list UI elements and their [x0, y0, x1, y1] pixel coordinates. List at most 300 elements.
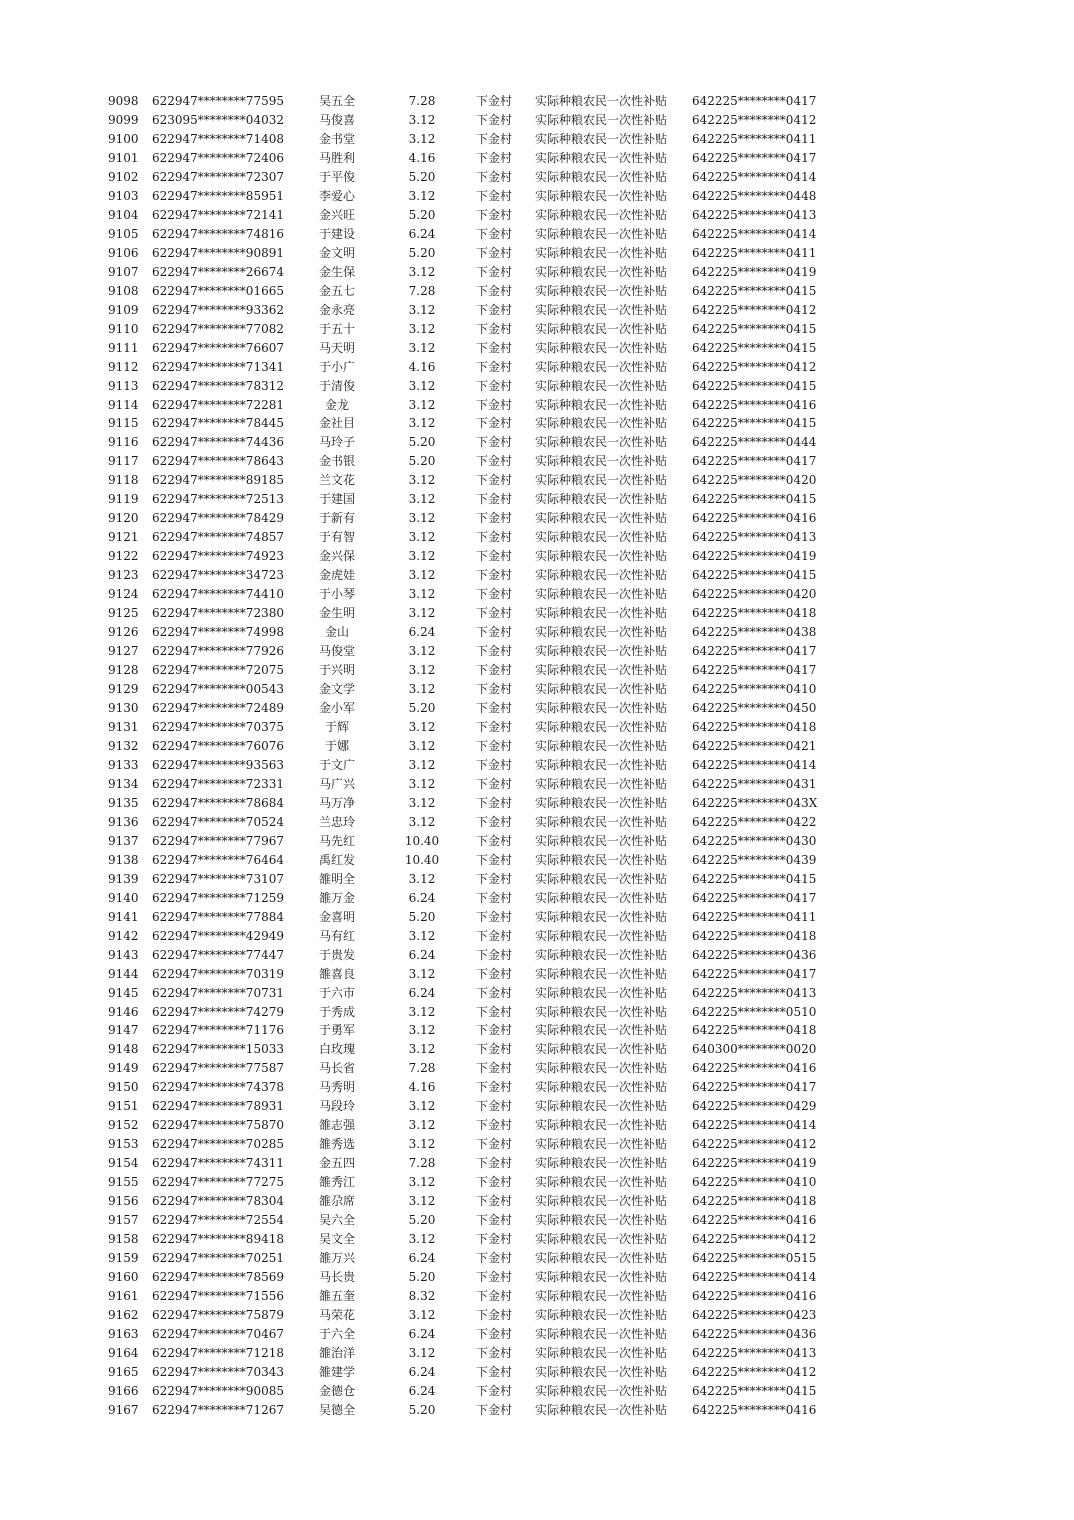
row-number: 9113: [108, 378, 139, 393]
village-name: 下金村: [476, 871, 513, 886]
farmer-name: 金永亮: [318, 302, 355, 317]
farmer-name: 于勇军: [318, 1023, 355, 1038]
table-row: [0, 396, 1074, 415]
bank-card-number: 622947********01665: [152, 283, 284, 298]
subsidy-amount: 3.12: [408, 587, 436, 602]
farmer-name: 金书银: [318, 454, 355, 469]
village-name: 下金村: [476, 890, 513, 905]
subsidy-amount: 6.24: [408, 947, 436, 962]
id-number: 642225********0412: [692, 1364, 817, 1379]
subsidy-amount: 3.12: [408, 321, 436, 336]
table-row: [0, 813, 1074, 832]
id-number: 642225********0448: [692, 188, 817, 203]
subsidy-amount: 3.12: [408, 795, 436, 810]
id-number: 642225********0417: [692, 454, 817, 469]
row-number: 9150: [108, 1080, 139, 1095]
village-name: 下金村: [476, 909, 513, 924]
village-name: 下金村: [476, 1308, 513, 1322]
farmer-name: 雒建学: [318, 1364, 355, 1379]
row-number: 9143: [108, 947, 139, 962]
village-name: 下金村: [476, 928, 513, 943]
row-number: 9145: [108, 985, 139, 1000]
village-name: 下金村: [476, 245, 513, 260]
id-number: 642225********0412: [692, 359, 817, 374]
subsidy-type: 实际种粮农民一次性补贴: [535, 207, 668, 222]
bank-card-number: 622947********77447: [152, 947, 284, 962]
row-number: 9123: [108, 568, 139, 583]
subsidy-type: 实际种粮农民一次性补贴: [535, 1156, 668, 1171]
bank-card-number: 622947********70524: [152, 814, 284, 829]
village-name: 下金村: [476, 1364, 513, 1379]
row-number: 9109: [108, 302, 139, 317]
village-name: 下金村: [476, 511, 513, 526]
id-number: 642225********0414: [692, 1270, 817, 1285]
row-number: 9136: [108, 814, 139, 829]
subsidy-type: 实际种粮农民一次性补贴: [535, 1251, 668, 1266]
village-name: 下金村: [476, 947, 513, 962]
id-number: 642225********0418: [692, 719, 817, 734]
row-number: 9148: [108, 1042, 139, 1057]
table-row: [0, 225, 1074, 244]
subsidy-amount: 3.12: [408, 568, 436, 583]
village-name: 下金村: [476, 738, 513, 753]
row-number: 9116: [108, 435, 139, 450]
table-row: [0, 1287, 1074, 1306]
table-row: [0, 452, 1074, 471]
farmer-name: 金生保: [318, 264, 355, 279]
table-row: [0, 1116, 1074, 1135]
row-number: 9146: [108, 1004, 139, 1019]
subsidy-type: 实际种粮农民一次性补贴: [535, 1308, 668, 1322]
bank-card-number: 622947********74410: [152, 587, 284, 602]
village-name: 下金村: [476, 1345, 513, 1360]
table-row: [0, 168, 1074, 187]
id-number: 642225********0430: [692, 833, 817, 848]
table-row: [0, 490, 1074, 509]
table-row: [0, 775, 1074, 794]
farmer-name: 马万净: [318, 795, 355, 810]
farmer-name: 禹红发: [318, 852, 355, 867]
subsidy-amount: 3.12: [408, 1099, 436, 1114]
farmer-name: 雒万金: [318, 890, 355, 905]
table-row: [0, 984, 1074, 1003]
farmer-name: 于六市: [318, 985, 355, 1000]
id-number: 642225********0417: [692, 966, 817, 981]
farmer-name: 李爱心: [318, 188, 355, 203]
row-number: 9111: [108, 340, 139, 355]
subsidy-type: 实际种粮农民一次性补贴: [535, 94, 668, 108]
farmer-name: 金兴保: [318, 549, 355, 564]
row-number: 9160: [108, 1270, 139, 1285]
table-row: [0, 737, 1074, 756]
table-row: [0, 623, 1074, 642]
village-name: 下金村: [476, 852, 513, 867]
row-number: 9110: [108, 321, 139, 336]
village-name: 下金村: [476, 682, 513, 697]
subsidy-amount: 5.20: [408, 1270, 436, 1285]
row-number: 9133: [108, 757, 139, 772]
farmer-name: 兰忠玲: [318, 814, 355, 829]
table-row: [0, 377, 1074, 396]
subsidy-amount: 7.28: [408, 1156, 436, 1171]
subsidy-type: 实际种粮农民一次性补贴: [535, 701, 668, 715]
subsidy-amount: 3.12: [408, 416, 436, 431]
subsidy-type: 实际种粮农民一次性补贴: [535, 1383, 668, 1398]
table-row: [0, 149, 1074, 168]
subsidy-amount: 3.12: [408, 264, 436, 279]
bank-card-number: 622947********78569: [152, 1270, 284, 1285]
bank-card-number: 622947********34723: [152, 568, 284, 583]
id-number: 642225********0423: [692, 1308, 817, 1322]
bank-card-number: 622947********71341: [152, 359, 284, 374]
row-number: 9129: [108, 682, 139, 697]
farmer-name: 雒尕席: [318, 1194, 355, 1209]
row-number: 9147: [108, 1023, 139, 1038]
bank-card-number: 622947********70285: [152, 1137, 284, 1152]
row-number: 9157: [108, 1213, 139, 1228]
subsidy-type: 实际种粮农民一次性补贴: [535, 169, 668, 184]
subsidy-amount: 3.12: [408, 188, 436, 203]
table-row: [0, 92, 1074, 111]
bank-card-number: 622947********74923: [152, 549, 284, 564]
farmer-name: 雒五奎: [318, 1289, 355, 1304]
farmer-name: 雒秀选: [318, 1137, 355, 1152]
village-name: 下金村: [476, 416, 513, 431]
bank-card-number: 622947********72380: [152, 606, 284, 621]
village-name: 下金村: [476, 1232, 513, 1247]
farmer-name: 于建国: [318, 492, 355, 507]
row-number: 9119: [108, 492, 139, 507]
subsidy-type: 实际种粮农民一次性补贴: [535, 1232, 668, 1247]
village-name: 下金村: [476, 1004, 513, 1019]
village-name: 下金村: [476, 226, 513, 241]
subsidy-type: 实际种粮农民一次性补贴: [535, 245, 668, 260]
subsidy-amount: 5.20: [408, 435, 436, 450]
subsidy-type: 实际种粮农民一次性补贴: [535, 663, 668, 678]
subsidy-type: 实际种粮农民一次性补贴: [535, 1042, 668, 1057]
bank-card-number: 622947********78429: [152, 511, 284, 526]
bank-card-number: 622947********74436: [152, 435, 284, 450]
bank-card-number: 622947********89418: [152, 1232, 284, 1247]
table-row: [0, 1249, 1074, 1268]
subsidy-type: 实际种粮农民一次性补贴: [535, 776, 668, 791]
farmer-name: 雒明全: [318, 871, 355, 886]
subsidy-type: 实际种粮农民一次性补贴: [535, 321, 668, 336]
subsidy-amount: 3.12: [408, 1004, 436, 1019]
table-row: [0, 111, 1074, 130]
village-name: 下金村: [476, 701, 513, 715]
bank-card-number: 622947********77595: [152, 94, 284, 108]
farmer-name: 金社目: [318, 416, 355, 431]
subsidy-type: 实际种粮农民一次性补贴: [535, 150, 668, 165]
table-row: [0, 661, 1074, 680]
farmer-name: 马玲子: [318, 435, 355, 450]
table-row: [0, 263, 1074, 282]
subsidy-amount: 6.24: [408, 1364, 436, 1379]
farmer-name: 吴五全: [318, 94, 355, 108]
row-number: 9127: [108, 644, 139, 659]
subsidy-amount: 3.12: [408, 340, 436, 355]
row-number: 9100: [108, 131, 139, 146]
id-number: 642225********0415: [692, 568, 817, 583]
table-row: [0, 699, 1074, 718]
bank-card-number: 622947********73107: [152, 871, 284, 886]
farmer-name: 吴六全: [318, 1213, 355, 1228]
village-name: 下金村: [476, 966, 513, 981]
village-name: 下金村: [476, 1251, 513, 1266]
subsidy-amount: 4.16: [408, 1080, 436, 1095]
village-name: 下金村: [476, 814, 513, 829]
table-row: [0, 965, 1074, 984]
village-name: 下金村: [476, 150, 513, 165]
bank-card-number: 622947********90891: [152, 245, 284, 260]
table-row: [0, 604, 1074, 623]
bank-card-number: 622947********75870: [152, 1118, 284, 1133]
bank-card-number: 622947********75879: [152, 1308, 284, 1322]
village-name: 下金村: [476, 1175, 513, 1190]
table-row: [0, 1211, 1074, 1230]
table-row: [0, 244, 1074, 263]
row-number: 9134: [108, 776, 139, 791]
farmer-name: 金文明: [318, 245, 355, 260]
subsidy-amount: 6.24: [408, 985, 436, 1000]
subsidy-amount: 3.12: [408, 511, 436, 526]
subsidy-type: 实际种粮农民一次性补贴: [535, 340, 668, 355]
farmer-name: 金五四: [318, 1156, 355, 1171]
row-number: 9142: [108, 928, 139, 943]
table-row: [0, 1230, 1074, 1249]
village-name: 下金村: [476, 207, 513, 222]
village-name: 下金村: [476, 833, 513, 848]
village-name: 下金村: [476, 378, 513, 393]
id-number: 642225********0417: [692, 1080, 817, 1095]
subsidy-amount: 3.12: [408, 663, 436, 678]
table-row: [0, 301, 1074, 320]
id-number: 642225********0416: [692, 397, 817, 412]
row-number: 9101: [108, 150, 139, 165]
village-name: 下金村: [476, 473, 513, 488]
subsidy-amount: 3.12: [408, 682, 436, 697]
village-name: 下金村: [476, 1383, 513, 1398]
bank-card-number: 622947********74857: [152, 530, 284, 545]
id-number: 642225********0418: [692, 1194, 817, 1209]
row-number: 9118: [108, 473, 139, 488]
bank-card-number: 622947********78445: [152, 416, 284, 431]
subsidy-amount: 8.32: [408, 1289, 436, 1304]
subsidy-type: 实际种粮农民一次性补贴: [535, 435, 668, 450]
subsidy-type: 实际种粮农民一次性补贴: [535, 1270, 668, 1285]
table-row: [0, 718, 1074, 737]
id-number: 642225********0411: [692, 131, 817, 146]
village-name: 下金村: [476, 340, 513, 355]
subsidy-amount: 5.20: [408, 454, 436, 469]
subsidy-type: 实际种粮农民一次性补贴: [535, 1137, 668, 1152]
bank-card-number: 622947********76607: [152, 340, 284, 355]
table-row: [0, 509, 1074, 528]
row-number: 9126: [108, 625, 139, 640]
table-row: [0, 566, 1074, 585]
village-name: 下金村: [476, 1118, 513, 1133]
farmer-name: 马俊堂: [318, 644, 355, 659]
table-row: [0, 1003, 1074, 1022]
subsidy-type: 实际种粮农民一次性补贴: [535, 473, 668, 488]
bank-card-number: 622947********42949: [152, 928, 284, 943]
table-row: [0, 1097, 1074, 1116]
subsidy-type: 实际种粮农民一次性补贴: [535, 1213, 668, 1228]
bank-card-number: 622947********72141: [152, 207, 284, 222]
row-number: 9149: [108, 1061, 139, 1076]
subsidy-amount: 5.20: [408, 909, 436, 924]
subsidy-amount: 6.24: [408, 890, 436, 905]
id-number: 642225********0412: [692, 112, 817, 127]
subsidy-amount: 3.12: [408, 397, 436, 412]
subsidy-type: 实际种粮农民一次性补贴: [535, 302, 668, 317]
row-number: 9140: [108, 890, 139, 905]
table-row: [0, 339, 1074, 358]
bank-card-number: 622947********78643: [152, 454, 284, 469]
id-number: 642225********0413: [692, 1345, 817, 1360]
subsidy-amount: 3.12: [408, 1308, 436, 1322]
id-number: 642225********0421: [692, 738, 817, 753]
subsidy-type: 实际种粮农民一次性补贴: [535, 719, 668, 734]
subsidy-amount: 7.28: [408, 94, 436, 108]
subsidy-type: 实际种粮农民一次性补贴: [535, 947, 668, 962]
subsidy-amount: 6.24: [408, 625, 436, 640]
subsidy-type: 实际种粮农民一次性补贴: [535, 757, 668, 772]
subsidy-amount: 3.12: [408, 378, 436, 393]
id-number: 642225********0416: [692, 511, 817, 526]
id-number: 642225********0414: [692, 757, 817, 772]
row-number: 9156: [108, 1194, 139, 1209]
table-row: [0, 471, 1074, 490]
farmer-name: 于有智: [318, 530, 355, 545]
subsidy-amount: 3.12: [408, 644, 436, 659]
farmer-name: 于六全: [318, 1326, 355, 1341]
bank-card-number: 622947********78304: [152, 1194, 284, 1209]
row-number: 9153: [108, 1137, 139, 1152]
farmer-name: 金龙: [324, 397, 349, 412]
subsidy-type: 实际种粮农民一次性补贴: [535, 1118, 668, 1133]
id-number: 642225********0414: [692, 1118, 817, 1133]
id-number: 642225********0418: [692, 1023, 817, 1038]
subsidy-amount: 5.20: [408, 245, 436, 260]
subsidy-type: 实际种粮农民一次性补贴: [535, 928, 668, 943]
row-number: 9106: [108, 245, 139, 260]
subsidy-type: 实际种粮农民一次性补贴: [535, 1194, 668, 1209]
village-name: 下金村: [476, 776, 513, 791]
farmer-name: 马俊喜: [318, 112, 355, 127]
bank-card-number: 622947********74998: [152, 625, 284, 640]
row-number: 9132: [108, 738, 139, 753]
id-number: 642225********0411: [692, 909, 817, 924]
subsidy-amount: 10.40: [404, 852, 440, 867]
subsidy-amount: 3.12: [408, 1023, 436, 1038]
farmer-name: 于新有: [318, 511, 355, 526]
farmer-name: 金兴旺: [318, 207, 355, 222]
subsidy-amount: 3.12: [408, 302, 436, 317]
table-row: [0, 1268, 1074, 1287]
table-row: [0, 642, 1074, 661]
bank-card-number: 622947********90085: [152, 1383, 284, 1398]
subsidy-type: 实际种粮农民一次性补贴: [535, 226, 668, 241]
bank-card-number: 622947********71267: [152, 1402, 284, 1417]
row-number: 9164: [108, 1345, 139, 1360]
id-number: 642225********0415: [692, 492, 817, 507]
table-row: [0, 1059, 1074, 1078]
village-name: 下金村: [476, 264, 513, 279]
table-row: [0, 908, 1074, 927]
table-row: [0, 1040, 1074, 1059]
id-number: 640300********0020: [692, 1042, 817, 1057]
table-row: [0, 187, 1074, 206]
subsidy-amount: 3.12: [408, 1194, 436, 1209]
farmer-name: 马秀明: [318, 1080, 355, 1095]
id-number: 642225********0418: [692, 928, 817, 943]
village-name: 下金村: [476, 112, 513, 127]
subsidy-amount: 5.20: [408, 1213, 436, 1228]
bank-card-number: 622947********72307: [152, 169, 284, 184]
table-row: [0, 282, 1074, 301]
village-name: 下金村: [476, 568, 513, 583]
farmer-name: 金虎娃: [318, 568, 355, 583]
bank-card-number: 622947********26674: [152, 264, 284, 279]
row-number: 9152: [108, 1118, 139, 1133]
farmer-name: 于娜: [324, 738, 349, 753]
subsidy-type: 实际种粮农民一次性补贴: [535, 644, 668, 659]
farmer-name: 金德仓: [318, 1383, 355, 1398]
bank-card-number: 622947********71176: [152, 1023, 284, 1038]
subsidy-amount: 7.28: [408, 1061, 436, 1076]
id-number: 642225********0438: [692, 625, 817, 640]
table-row: [0, 1135, 1074, 1154]
village-name: 下金村: [476, 1213, 513, 1228]
village-name: 下金村: [476, 1402, 513, 1417]
bank-card-number: 622947********74311: [152, 1156, 284, 1171]
subsidy-amount: 4.16: [408, 359, 436, 374]
table-row: [0, 851, 1074, 870]
table-row: [0, 585, 1074, 604]
subsidy-type: 实际种粮农民一次性补贴: [535, 112, 668, 127]
subsidy-type: 实际种粮农民一次性补贴: [535, 587, 668, 602]
id-number: 642225********0415: [692, 871, 817, 886]
farmer-name: 于建设: [318, 226, 355, 241]
subsidy-amount: 3.12: [408, 1345, 436, 1360]
farmer-name: 兰文花: [318, 473, 355, 488]
id-number: 642225********0436: [692, 947, 817, 962]
subsidy-type: 实际种粮农民一次性补贴: [535, 625, 668, 640]
subsidy-type: 实际种粮农民一次性补贴: [535, 890, 668, 905]
table-row: [0, 130, 1074, 149]
id-number: 642225********0417: [692, 94, 817, 108]
row-number: 9120: [108, 511, 139, 526]
id-number: 642225********0412: [692, 302, 817, 317]
bank-card-number: 622947********71408: [152, 131, 284, 146]
id-number: 642225********0416: [692, 1289, 817, 1304]
table-row: [0, 1078, 1074, 1097]
bank-card-number: 622947********77587: [152, 1061, 284, 1076]
village-name: 下金村: [476, 1194, 513, 1209]
id-number: 642225********0510: [692, 1004, 817, 1019]
subsidy-type: 实际种粮农民一次性补贴: [535, 985, 668, 1000]
bank-card-number: 622947********72075: [152, 663, 284, 678]
village-name: 下金村: [476, 1099, 513, 1114]
row-number: 9154: [108, 1156, 139, 1171]
id-number: 642225********0415: [692, 416, 817, 431]
farmer-name: 雒秀江: [318, 1175, 355, 1190]
id-number: 642225********0419: [692, 549, 817, 564]
row-number: 9122: [108, 549, 139, 564]
subsidy-amount: 6.24: [408, 1383, 436, 1398]
